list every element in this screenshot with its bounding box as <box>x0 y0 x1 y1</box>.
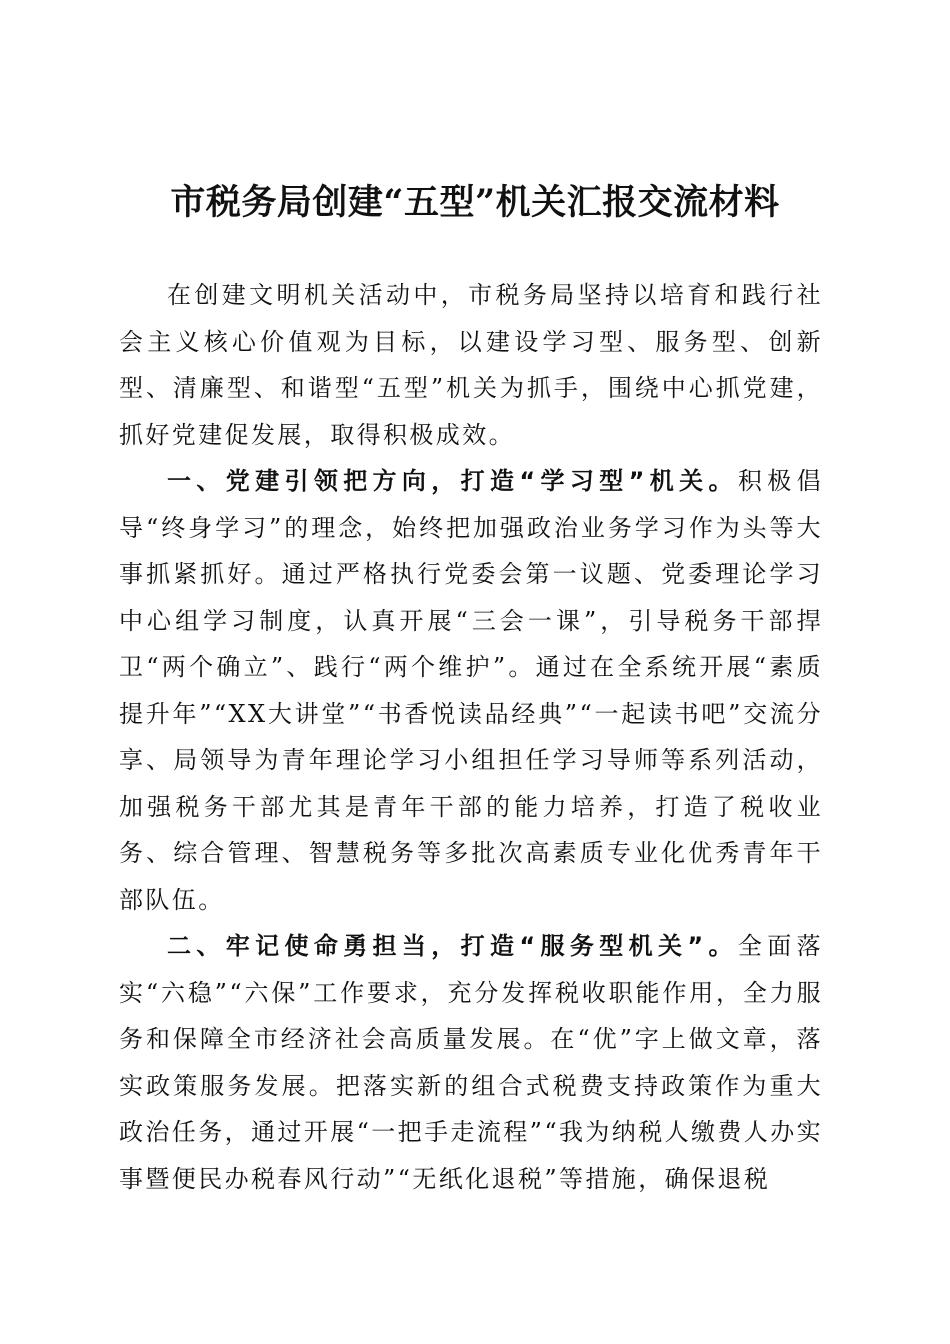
section-2-text: 全面落实“六稳”“六保”工作要求，充分发挥税收职能作用，全力服务和保障全市经济社会高质量发展。在“优”字上做文章，落实政策服务发展。把落实新的组合式税费支持政策作为重大政治任务，通过开展“一把手走流程”“我为纳税人缴费人办实事暨便民办税春风行动”“无纸化退税”等措施，确保退税 <box>119 932 824 1193</box>
section-1-text: 积极倡导“终身学习”的理念，始终把加强政治业务学习作为头等大事抓紧抓好。通过严格执行党委会第一议题、党委理论学习中心组学习制度，认真开展“三会一课”，引导税务干部捍卫“两个确立”、践行“两个维护”。通过在全系统开展“素质提升年”“XX大讲堂”“书香悦读品经典”“一起读书吧”交流分享、局领导为青年理论学习小组担任学习导师等系列活动，加强税务干部尤其是青年干部的能力培养，打造了税收业务、综合管理、智慧税务等多批次高素质专业化优秀青年干部队伍。 <box>119 467 824 914</box>
section-1-paragraph <box>119 458 823 923</box>
document-body <box>119 272 823 1202</box>
section-2-heading: 二、牢记使命勇担当，打造“服务型机关”。 <box>167 932 738 960</box>
section-2-paragraph <box>119 923 823 1202</box>
document-title: 市税务局创建“五型”机关汇报交流材料 <box>170 182 780 223</box>
section-1-heading: 一、党建引领把方向，打造“学习型”机关。 <box>167 467 738 495</box>
intro-paragraph: 在创建文明机关活动中，市税务局坚持以培育和践行社会主义核心价值观为目标，以建设学习型、服务型、创新型、清廉型、和谐型“五型”机关为抓手，围绕中心抓党建，抓好党建促发展，取得积极成效。 <box>119 281 823 449</box>
